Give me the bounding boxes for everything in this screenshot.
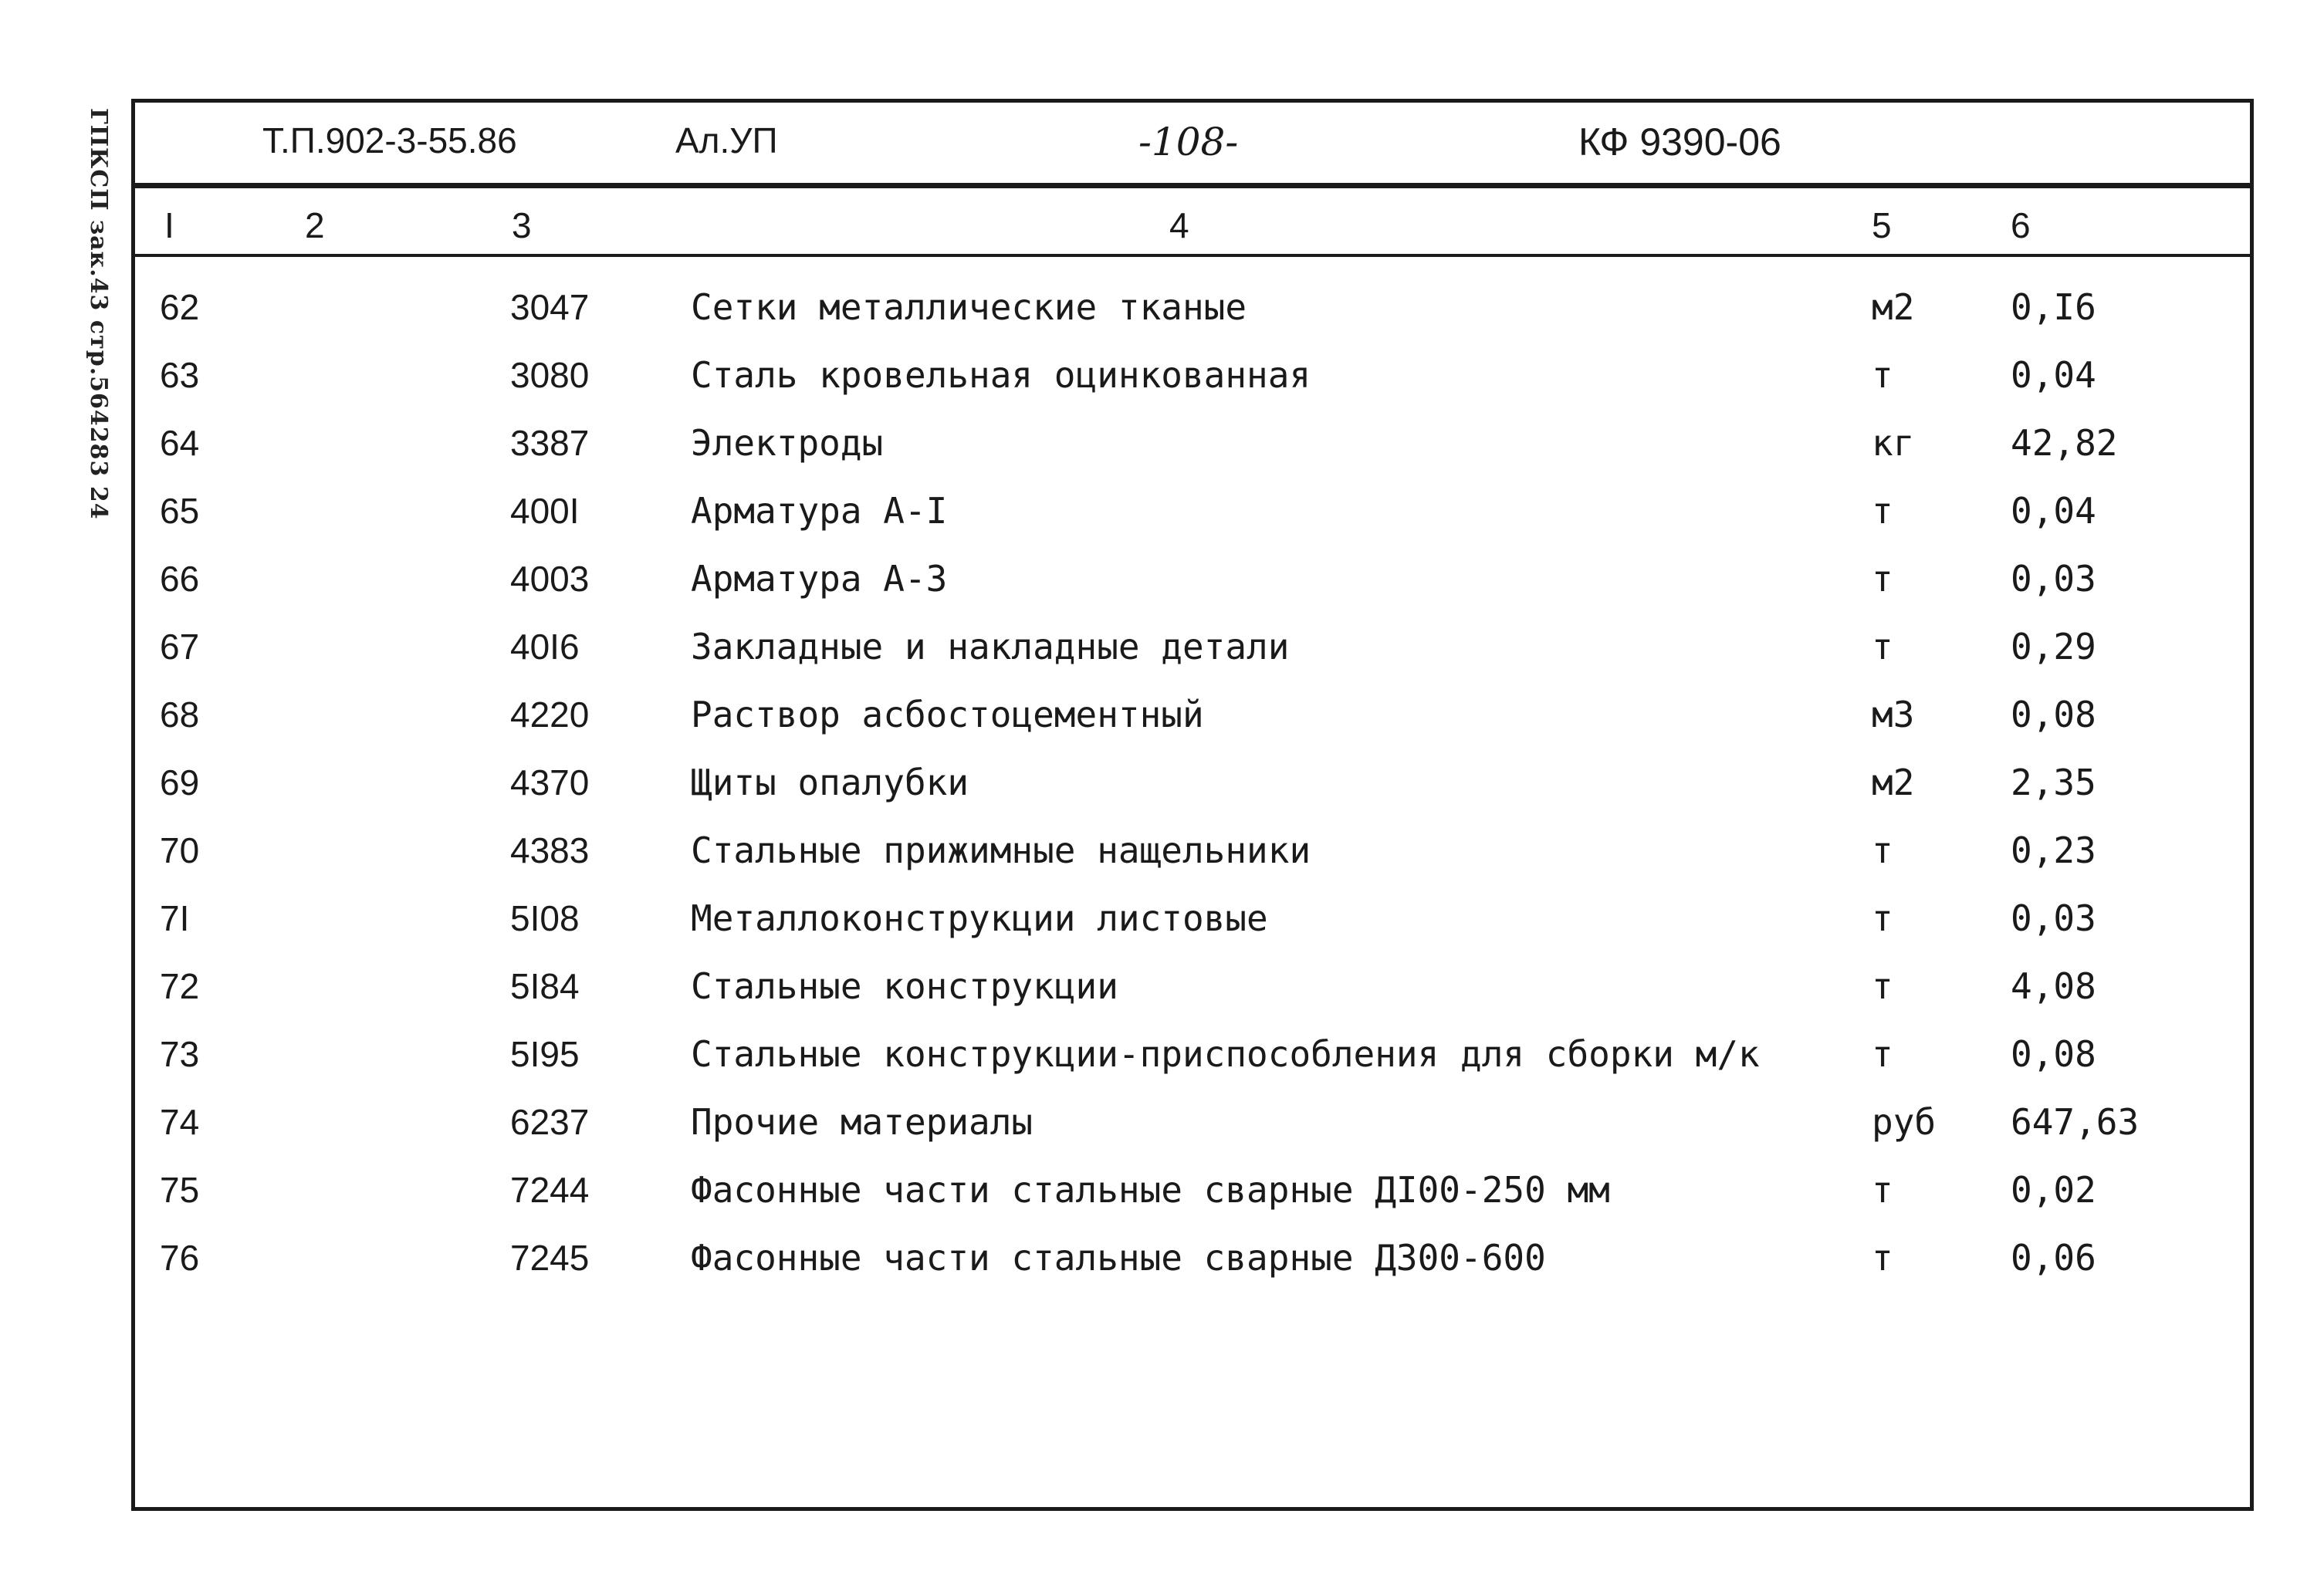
form-code: КФ 9390-06 <box>1578 120 1781 164</box>
row-number: 63 <box>160 355 200 395</box>
row-number: 65 <box>160 491 200 531</box>
project-code: Т.П.902-3-55.86 <box>262 120 517 161</box>
quantity: 4,08 <box>2011 965 2096 1007</box>
column-number-2: 2 <box>305 205 325 245</box>
column-number-5: 5 <box>1872 205 1892 245</box>
resource-code: 3080 <box>510 355 590 395</box>
resource-name: Закладные и накладные детали <box>691 626 1290 667</box>
resource-name: Фасонные части стальные сварные Д300-600 <box>691 1237 1546 1279</box>
resource-code: 7245 <box>510 1238 590 1278</box>
quantity: 0,03 <box>2011 897 2096 939</box>
row-number: 62 <box>160 287 200 327</box>
table-row <box>135 354 2250 421</box>
resource-name: Арматура А-I <box>691 490 948 532</box>
unit: т <box>1872 626 1893 667</box>
column-numbers-divider <box>135 254 2250 257</box>
quantity: 42,82 <box>2011 422 2118 464</box>
column-number-1: I <box>164 205 174 245</box>
row-number: 75 <box>160 1170 200 1210</box>
quantity: 0,04 <box>2011 354 2096 396</box>
quantity: 0,02 <box>2011 1169 2096 1211</box>
unit: т <box>1872 490 1893 532</box>
quantity: 2,35 <box>2011 762 2096 803</box>
unit: кг <box>1872 422 1915 464</box>
row-number: 70 <box>160 830 200 870</box>
column-number-4: 4 <box>1169 205 1189 245</box>
quantity: 0,03 <box>2011 558 2096 600</box>
resource-name: Металлоконструкции листовые <box>691 897 1268 939</box>
resource-code: 6237 <box>510 1102 590 1142</box>
unit: м3 <box>1872 694 1915 735</box>
resource-code: 5I95 <box>510 1034 580 1074</box>
resource-name: Щиты опалубки <box>691 762 969 803</box>
row-number: 68 <box>160 694 200 735</box>
row-number: 74 <box>160 1102 200 1142</box>
resource-code: 4003 <box>510 559 590 599</box>
resource-code: 7244 <box>510 1170 590 1210</box>
row-number: 7I <box>160 898 190 938</box>
quantity: 0,08 <box>2011 694 2096 735</box>
table-row <box>135 1237 2250 1303</box>
resource-name: Фасонные части стальные сварные ДI00-250 мм <box>691 1169 1610 1211</box>
table-row <box>135 762 2250 828</box>
quantity: 0,04 <box>2011 490 2096 532</box>
resource-name: Прочие материалы <box>691 1101 1033 1143</box>
resource-code: 5I08 <box>510 898 580 938</box>
quantity: 0,08 <box>2011 1033 2096 1075</box>
unit: т <box>1872 897 1893 939</box>
table-row <box>135 1033 2250 1100</box>
resource-name: Сетки металлические тканые <box>691 286 1247 328</box>
table-row <box>135 1101 2250 1168</box>
unit: т <box>1872 1033 1893 1075</box>
unit: т <box>1872 354 1893 396</box>
resource-name: Раствор асбостоцементный <box>691 694 1204 735</box>
side-stamp: ГПКСП зак.43 стр.564283 24 <box>85 108 112 520</box>
row-number: 72 <box>160 966 200 1006</box>
row-number: 67 <box>160 627 200 667</box>
header-divider <box>135 183 2250 188</box>
row-number: 76 <box>160 1238 200 1278</box>
resource-name: Сталь кровельная оцинкованная <box>691 354 1311 396</box>
row-number: 66 <box>160 559 200 599</box>
table-row <box>135 558 2250 624</box>
resource-name: Стальные прижимные нащельники <box>691 830 1311 871</box>
row-number: 69 <box>160 762 200 803</box>
resource-name: Электроды <box>691 422 884 464</box>
row-number: 73 <box>160 1034 200 1074</box>
resource-code: 4370 <box>510 762 590 803</box>
row-number: 64 <box>160 423 200 463</box>
resource-code: 4383 <box>510 830 590 870</box>
unit: руб <box>1872 1101 1937 1143</box>
quantity: 0,I6 <box>2011 286 2096 328</box>
quantity: 0,23 <box>2011 830 2096 871</box>
quantity: 0,06 <box>2011 1237 2096 1279</box>
resource-code: 5I84 <box>510 966 580 1006</box>
unit: т <box>1872 1169 1893 1211</box>
resource-name: Стальные конструкции <box>691 965 1118 1007</box>
unit: м2 <box>1872 286 1915 328</box>
album-label: Ал.УП <box>675 120 778 161</box>
resource-code: 3387 <box>510 423 590 463</box>
column-number-3: 3 <box>512 205 532 245</box>
unit: м2 <box>1872 762 1915 803</box>
unit: т <box>1872 1237 1893 1279</box>
table-row <box>135 422 2250 488</box>
table-row <box>135 490 2250 556</box>
table-row <box>135 897 2250 964</box>
table-row <box>135 626 2250 692</box>
table-row <box>135 694 2250 760</box>
table-row <box>135 286 2250 353</box>
resource-code: 40I6 <box>510 627 580 667</box>
table-row <box>135 830 2250 896</box>
resource-code: 400I <box>510 491 580 531</box>
resource-code: 4220 <box>510 694 590 735</box>
unit: т <box>1872 830 1893 871</box>
resource-name: Арматура А-3 <box>691 558 948 600</box>
quantity: 647,63 <box>2011 1101 2140 1143</box>
table-row <box>135 965 2250 1032</box>
unit: т <box>1872 558 1893 600</box>
unit: т <box>1872 965 1893 1007</box>
document-frame <box>131 99 2254 1511</box>
resource-code: 3047 <box>510 287 590 327</box>
column-number-6: 6 <box>2011 205 2031 245</box>
quantity: 0,29 <box>2011 626 2096 667</box>
page-number: -108- <box>1138 120 1239 164</box>
table-row <box>135 1169 2250 1235</box>
resource-name: Стальные конструкции-приспособления для сборки м/к <box>691 1033 1760 1075</box>
